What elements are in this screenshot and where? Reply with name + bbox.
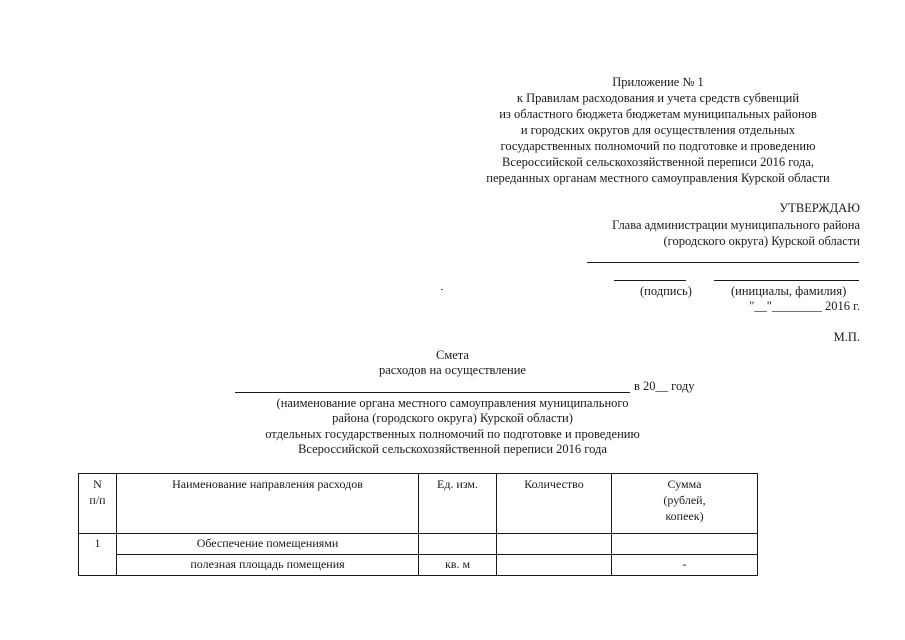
cell-qty xyxy=(497,534,612,555)
header-name: Наименование направления расходов xyxy=(117,474,419,534)
initials-label: (инициалы, фамилия) xyxy=(731,284,847,298)
approve-block xyxy=(612,200,860,250)
appendix-line: из областного бюджета бюджетам муниципальных районов xyxy=(499,107,817,121)
cell-num: 1 xyxy=(79,534,117,576)
org-hint-line-2: района (городского округа) Курской области) xyxy=(332,411,573,425)
appendix-line: Приложение № 1 xyxy=(612,75,704,89)
powers-line-1: отдельных государственных полномочий по подготовке и проведению xyxy=(265,427,640,441)
header-sum: Сумма (рублей, копеек) xyxy=(612,474,758,534)
appendix-header xyxy=(458,74,858,186)
signature-label: (подпись) xyxy=(640,284,692,298)
approve-name-line xyxy=(587,262,859,263)
table-header-row xyxy=(79,474,758,534)
header-num: N п/п xyxy=(79,474,117,534)
estimate-table xyxy=(78,473,758,576)
approve-title: УТВЕРЖДАЮ xyxy=(779,201,860,215)
approve-position-cont: (городского округа) Курской области xyxy=(663,234,860,248)
table-row xyxy=(79,555,758,576)
org-name-line xyxy=(235,392,630,393)
initials-line xyxy=(714,280,859,281)
appendix-line: к Правилам расходования и учета средств субвенций xyxy=(516,91,800,105)
appendix-line: и городских округов для осуществления отдельных xyxy=(520,123,796,137)
cell-qty xyxy=(497,555,612,576)
appendix-line: переданных органам местного самоуправления Курской области xyxy=(486,171,830,185)
cell-name: полезная площадь помещения xyxy=(117,555,419,576)
stamp-place: М.П. xyxy=(833,330,860,344)
org-hint-line-1: (наименование органа местного самоуправления муниципального xyxy=(276,396,629,410)
header-unit: Ед. изм. xyxy=(419,474,497,534)
signature-line xyxy=(614,280,686,281)
estimate-title: Смета xyxy=(436,348,469,362)
cell-name: Обеспечение помещениями xyxy=(117,534,419,555)
approve-position: Глава администрации муниципального района xyxy=(612,217,860,232)
estimate-subtitle: расходов на осуществление xyxy=(379,363,526,377)
header-qty: Количество xyxy=(497,474,612,534)
table-row xyxy=(79,534,758,555)
scan-speck xyxy=(441,289,443,290)
appendix-line: государственных полномочий по подготовке и проведению xyxy=(500,139,816,153)
cell-unit: кв. м xyxy=(419,555,497,576)
cell-sum xyxy=(612,534,758,555)
cell-sum: - xyxy=(612,555,758,576)
date-field: "__"________ 2016 г. xyxy=(749,299,860,313)
powers-line-2: Всероссийской сельскохозяйственной переписи 2016 года xyxy=(298,442,607,456)
cell-unit xyxy=(419,534,497,555)
estimate-year: в 20__ году xyxy=(634,379,695,393)
appendix-line: Всероссийской сельскохозяйственной переписи 2016 года, xyxy=(502,155,814,169)
